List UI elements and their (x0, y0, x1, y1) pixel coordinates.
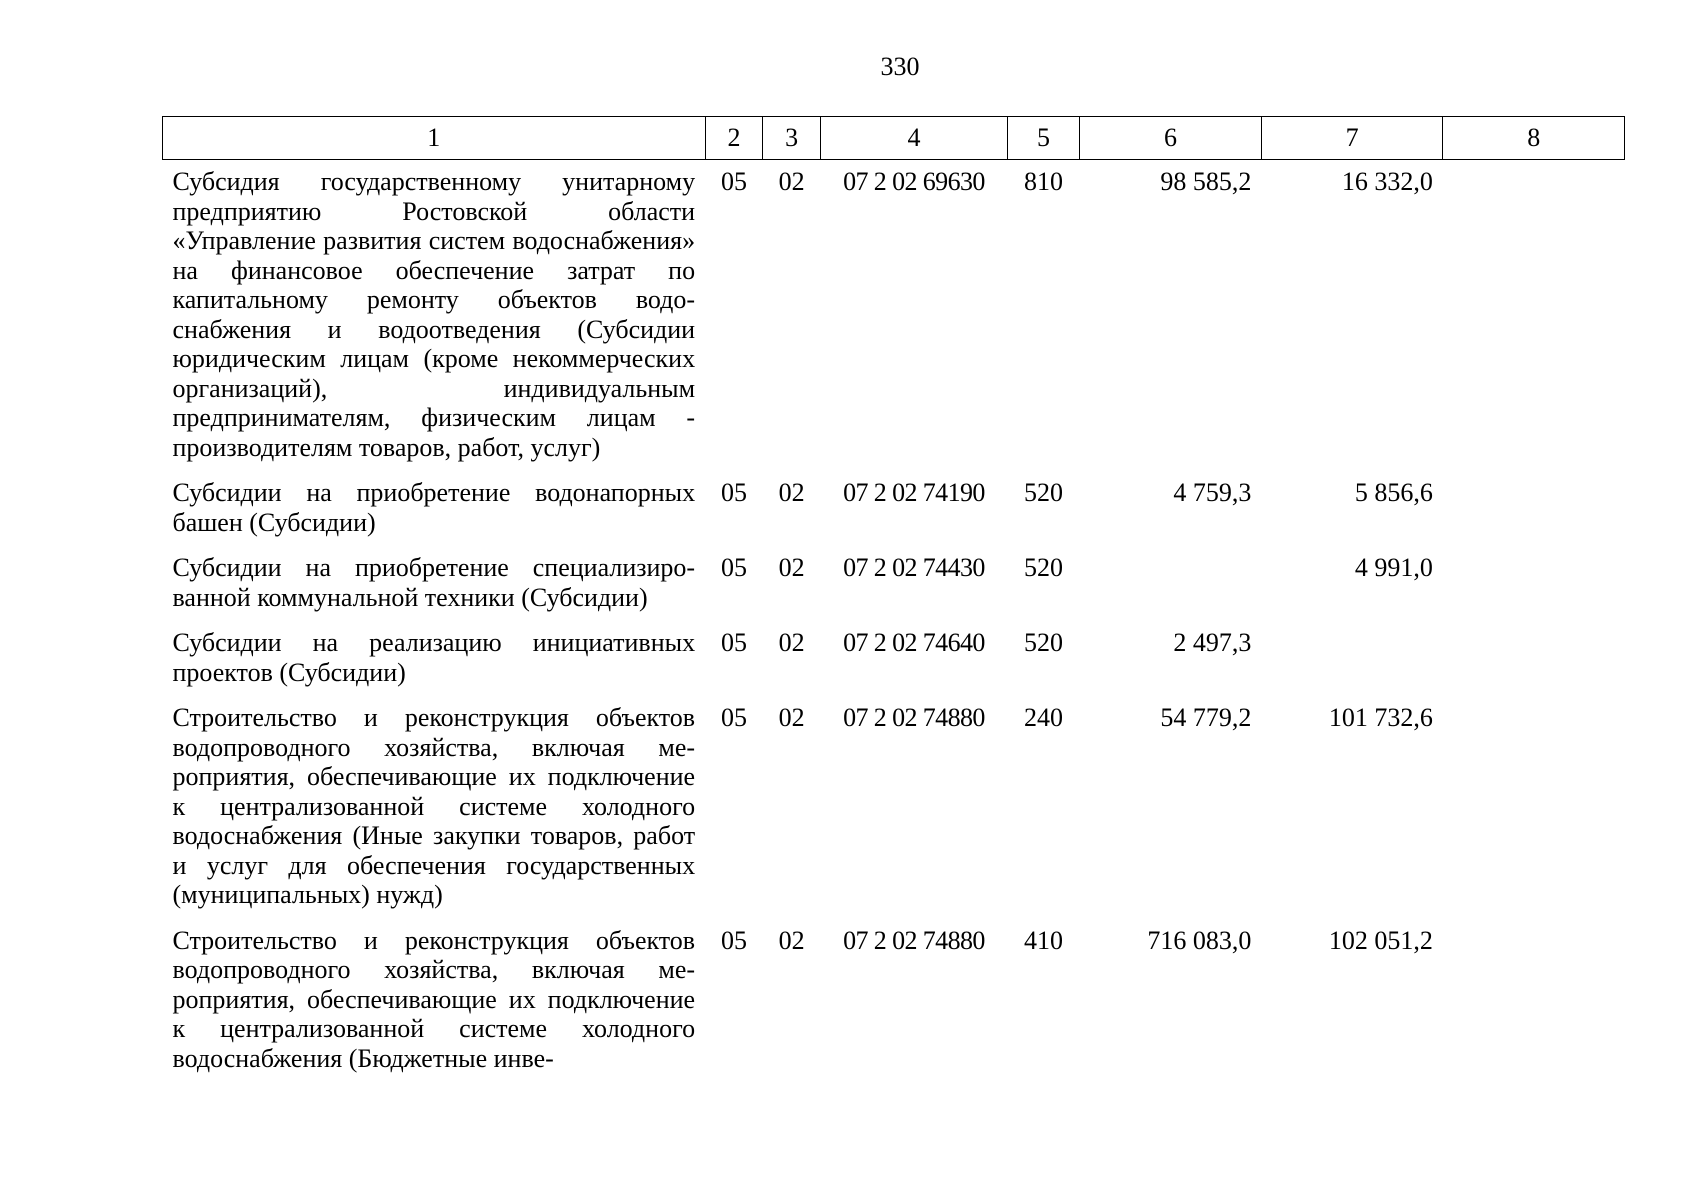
row-description: Субсидия государственному унитарному предприятию Ростовской области «Управление развития систем водоснабжения» на финансовое обеспечение затрат по капитальному ремонту объектов водоснабжения и водоотведения (Субсидии юридическим лицам (кроме некоммерческих организаций), индивидуальным предпринимателям, физическим лицам - производителям товаров, работ, услуг) (172, 167, 696, 462)
row-amount-col8 (1443, 696, 1625, 919)
row-target-article: 07 2 02 74190 (843, 478, 985, 507)
row-amount-col7: 101 732,6 (1328, 703, 1433, 732)
column-header-5: 5 (1007, 117, 1079, 160)
row-amount-col8 (1443, 471, 1625, 546)
row-target-article: 07 2 02 74430 (843, 553, 985, 582)
row-section-code: 05 (720, 628, 747, 657)
row-expense-type: 410 (1024, 925, 1064, 955)
row-amount-col7 (1261, 621, 1443, 696)
row-subsection-code: 02 (778, 628, 805, 657)
row-section-code: 05 (720, 167, 747, 196)
row-amount-col6: 716 083,0 (1147, 925, 1252, 955)
row-amount-col7: 16 332,0 (1341, 167, 1433, 196)
column-header-4: 4 (821, 117, 1008, 160)
table-row (163, 160, 1625, 472)
row-subsection-code: 02 (778, 478, 805, 507)
row-expense-type: 520 (1024, 478, 1064, 507)
row-subsection-code: 02 (778, 167, 805, 196)
row-target-article: 07 2 02 74880 (843, 925, 985, 955)
page-number: 330 (880, 52, 920, 81)
row-amount-col6: 4 759,3 (1173, 478, 1252, 507)
column-header-8: 8 (1443, 117, 1625, 160)
row-amount-col7: 4 991,0 (1354, 553, 1433, 582)
row-amount-col7: 5 856,6 (1354, 478, 1433, 507)
row-amount-col6 (1080, 546, 1262, 621)
column-header-1: 1 (163, 117, 706, 160)
row-expense-type: 810 (1024, 167, 1064, 196)
row-description: Субсидии на приобретение водонапорных башен (Субсидии) (172, 478, 696, 537)
table-row (163, 471, 1625, 546)
row-amount-col6: 2 497,3 (1173, 628, 1252, 657)
row-amount-col8 (1443, 621, 1625, 696)
column-header-7: 7 (1261, 117, 1443, 160)
table-row (163, 546, 1625, 621)
row-amount-col8 (1443, 160, 1625, 472)
header-row (163, 117, 1625, 160)
row-subsection-code: 02 (778, 703, 805, 732)
row-amount-col6: 54 779,2 (1160, 703, 1252, 732)
row-description: Субсидии на приобретение специализированной коммунальной техники (Субсидии) (172, 553, 696, 612)
row-subsection-code: 02 (778, 925, 805, 955)
row-description: Строительство и реконструкция объектов водопроводного хозяйства, включая мероприятия, обеспечивающие их подключение к централизованной системе холодного водоснабжения (Бюджетные инве- (172, 925, 696, 1073)
column-header-6: 6 (1080, 117, 1262, 160)
column-header-2: 2 (705, 117, 763, 160)
row-description: Строительство и реконструкция объектов водопроводного хозяйства, включая мероприятия, обеспечивающие их подключение к централизованной системе холодного водоснабжения (Иные закупки товаров, работ и услуг для обеспечения государственных (муниципальных) нужд) (172, 703, 696, 909)
row-amount-col8 (1443, 546, 1625, 621)
row-expense-type: 520 (1024, 628, 1064, 657)
row-expense-type: 520 (1024, 553, 1064, 582)
row-subsection-code: 02 (778, 553, 805, 582)
row-target-article: 07 2 02 69630 (843, 167, 985, 196)
row-amount-col6: 98 585,2 (1160, 167, 1252, 196)
budget-table (162, 116, 1625, 1082)
row-target-article: 07 2 02 74880 (843, 703, 985, 732)
column-header-3: 3 (763, 117, 821, 160)
row-amount-col7: 102 051,2 (1328, 925, 1433, 955)
row-amount-col8 (1443, 919, 1625, 1083)
table-row (163, 696, 1625, 919)
row-section-code: 05 (720, 478, 747, 507)
row-section-code: 05 (720, 925, 747, 955)
table-row (163, 919, 1625, 1083)
row-section-code: 05 (720, 703, 747, 732)
row-target-article: 07 2 02 74640 (843, 628, 985, 657)
row-description: Субсидии на реализацию инициативных проектов (Субсидии) (172, 628, 696, 687)
row-expense-type: 240 (1024, 703, 1064, 732)
row-section-code: 05 (720, 553, 747, 582)
table-row (163, 621, 1625, 696)
